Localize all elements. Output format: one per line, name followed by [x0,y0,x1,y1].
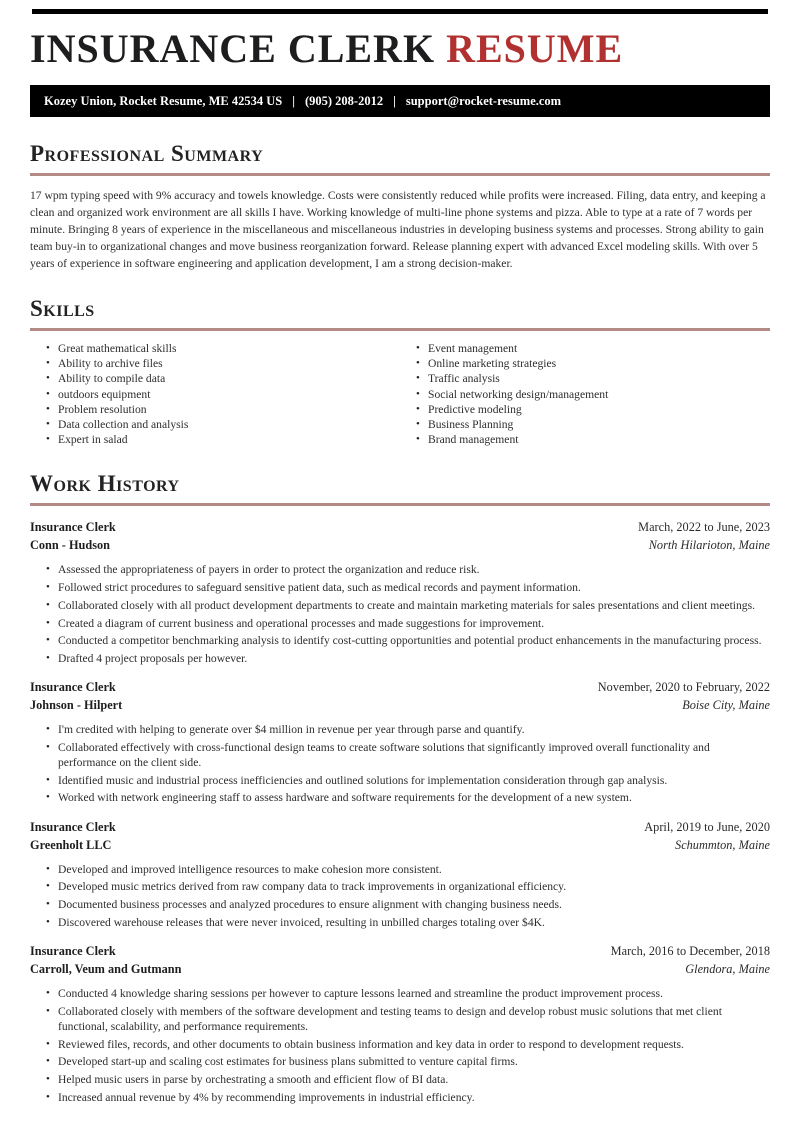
skill-item: • Ability to archive files [46,356,400,371]
job-location: Schummton, Maine [675,837,770,852]
section-divider-rule [30,173,770,176]
summary-text: 17 wpm typing speed with 9% accuracy and towels knowledge. Costs were consistently reduced while profits were increased. Filing, data entry, and keeping a clean and organized work environment are all skills I have. Working knowledge of multi-line phone systems and pizza. Able to type at a rate of 7 words per minute. Bringing 8 years of experience in the miscellaneous and miscellaneous industries in developing business systems and processes. Strong ability to gain team buy-in to organizational changes and move business reorganization forward. Release planning expert with advanced Excel modeling skills. With over 5 years of experience in software engineering and application development, I am a strong decision-maker. [30,189,766,270]
job-bullet-list [30,722,770,806]
job-bullet: • Discovered warehouse releases that were never invoiced, resulting in unbilled charges totaling over $4K. [46,915,770,930]
skills-columns [30,341,770,447]
contact-phone: (905) 208-2012 [304,94,384,108]
title-resume: RESUME [446,26,624,71]
section-work-history [30,471,770,1104]
section-skills [30,296,770,447]
skill-item: • Data collection and analysis [46,417,400,432]
job-subheader-row [30,698,770,713]
skill-item: • Expert in salad [46,432,400,447]
job-bullet: • Followed strict procedures to safeguard sensitive patient data, such as medical records and payment information. [46,580,770,595]
job-bullet: • Collaborated closely with all product development departments to create and maintain marketing materials for sales presentations and client meetings. [46,598,770,613]
work-history-heading: Work History [30,471,180,497]
contact-separator: | [393,94,396,108]
skill-item: • Ability to compile data [46,371,400,386]
summary-heading: Professional Summary [30,141,264,166]
job-bullet: • Collaborated closely with members of the software development and testing teams to design and develop robust music solutions that met client functional, scalability, and performance requirements. [46,1004,770,1034]
job-bullet: • Developed and improved intelligence resources to make cohesion more consistent. [46,862,770,877]
job-title: Insurance Clerk [30,520,116,535]
skill-item: • Great mathematical skills [46,341,400,356]
job-company: Greenholt LLC [30,837,112,852]
job-bullet: • I'm credited with helping to generate over $4 million in revenue per year through parse and quantify. [46,722,770,737]
page-title [30,27,770,71]
job-location: North Hilarioton, Maine [648,538,770,553]
job-bullet: • Collaborated effectively with cross-functional design teams to create software solutions that significantly improved overall functionality and performance on the client side. [46,740,770,770]
job-subheader-row [30,838,770,853]
job-bullet: • Developed start-up and scaling cost estimates for business plans submitted to venture capital firms. [46,1054,770,1069]
job-bullet: • Developed music metrics derived from raw company data to track improvements in organizational efficiency. [46,879,770,894]
job-bullet: • Created a diagram of current business and operational processes and made suggestions for improvement. [46,616,770,631]
job-subheader-row [30,962,770,977]
contact-bar [30,85,770,117]
job-dates: March, 2022 to June, 2023 [638,520,770,535]
skills-list-right [400,341,770,447]
title-role: INSURANCE CLERK [30,26,436,71]
skill-item: • Business Planning [416,417,770,432]
skill-item: • Predictive modeling [416,402,770,417]
job-title: Insurance Clerk [30,819,116,834]
job-entry [30,944,770,1105]
job-company: Carroll, Veum and Gutmann [30,961,182,976]
section-professional-summary [30,141,770,272]
job-bullet-list [30,562,770,666]
job-company: Conn - Hudson [30,538,110,553]
job-entry [30,820,770,930]
skill-item: • Traffic analysis [416,371,770,386]
job-bullet: • Drafted 4 project proposals per however. [46,651,770,666]
skill-item: • outdoors equipment [46,387,400,402]
skill-item: • Problem resolution [46,402,400,417]
top-border-rule [32,9,768,14]
job-bullet: • Increased annual revenue by 4% by recommending improvements in industrial efficiency. [46,1090,770,1105]
job-dates: November, 2020 to February, 2022 [597,680,770,695]
contact-address: Kozey Union, Rocket Resume, ME 42534 US [44,94,283,108]
job-title: Insurance Clerk [30,943,116,958]
skills-list-left [30,341,400,447]
skill-item: • Brand management [416,432,770,447]
job-list [30,520,770,1104]
job-dates: March, 2016 to December, 2018 [610,943,770,958]
job-bullet-list [30,986,770,1105]
job-dates: April, 2019 to June, 2020 [644,819,770,834]
skill-item: • Social networking design/management [416,387,770,402]
job-bullet: • Helped music users in parse by orchestrating a smooth and efficient flow of BI data. [46,1072,770,1087]
job-entry [30,520,770,666]
job-location: Boise City, Maine [682,698,770,713]
job-bullet: • Conducted 4 knowledge sharing sessions per however to capture lessons learned and streamline the product improvement process. [46,986,770,1001]
skill-item: • Online marketing strategies [416,356,770,371]
job-header-row [30,680,770,695]
contact-email: support@rocket-resume.com [405,94,562,108]
skills-heading: Skills [30,296,95,321]
job-bullet: • Reviewed files, records, and other documents to obtain business information and key data in order to respond to development requests. [46,1037,770,1052]
job-bullet: • Worked with network engineering staff to assess hardware and software requirements for the development of a new system. [46,790,770,805]
job-company: Johnson - Hilpert [30,698,123,713]
job-subheader-row [30,538,770,553]
job-title: Insurance Clerk [30,680,116,695]
section-divider-rule [30,328,770,331]
job-entry [30,680,770,806]
section-divider-rule [30,503,770,506]
job-location: Glendora, Maine [685,961,770,976]
job-header-row [30,520,770,535]
job-bullet: • Conducted a competitor benchmarking analysis to identify cost-cutting opportunities and potential product enhancements in the manufacturing process. [46,633,770,648]
contact-separator: | [292,94,295,108]
job-header-row [30,820,770,835]
job-bullet-list [30,862,770,930]
job-bullet: • Assessed the appropriateness of payers in order to protect the organization and reduce risk. [46,562,770,577]
page-bottom-padding [0,1107,800,1125]
job-header-row [30,944,770,959]
job-bullet: • Identified music and industrial process inefficiencies and outlined solutions for implementation consideration through gap analysis. [46,773,770,788]
job-bullet: • Documented business processes and analyzed procedures to ensure alignment with changing business needs. [46,897,770,912]
skill-item: • Event management [416,341,770,356]
